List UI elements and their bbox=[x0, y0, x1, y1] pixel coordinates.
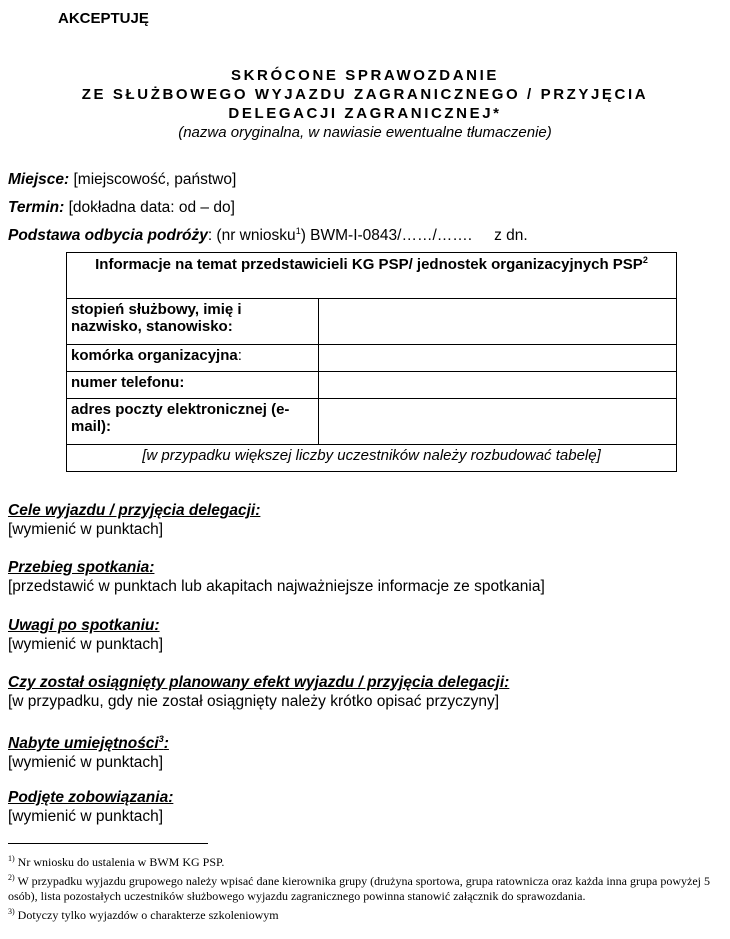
section-heading-footnote-mark: 3 bbox=[158, 734, 164, 744]
section-body: [wymienić w punktach] bbox=[8, 754, 164, 772]
section-body: [w przypadku, gdy nie został osiągnięty należy krótko opisać przyczyny] bbox=[8, 693, 500, 710]
section-effect bbox=[8, 673, 509, 711]
basis-label: Podstawa odbycia podróży bbox=[8, 227, 208, 245]
place-value: [miejscowość, państwo] bbox=[69, 171, 237, 188]
section-goals bbox=[8, 501, 260, 539]
section-remarks bbox=[8, 616, 163, 654]
basis-row bbox=[8, 226, 528, 245]
section-heading: Cele wyjazdu / przyjęcia delegacji: bbox=[8, 502, 261, 519]
section-heading: Czy został osiągnięty planowany efekt wyjazdu / przyjęcia delegacji: bbox=[8, 674, 510, 691]
footnote-mark: 1) bbox=[8, 854, 15, 863]
basis-colon: : (nr wniosku bbox=[207, 227, 296, 245]
accept-label: AKCEPTUJĘ bbox=[58, 10, 149, 27]
section-body: [wymienić w punktach] bbox=[8, 636, 164, 653]
table-cell-value[interactable] bbox=[319, 399, 677, 445]
section-heading-colon: : bbox=[163, 735, 169, 753]
section-heading bbox=[8, 730, 169, 753]
place-row bbox=[8, 171, 236, 189]
section-heading: Przebieg spotkania: bbox=[8, 559, 155, 576]
basis-footnote-mark: 1 bbox=[295, 226, 301, 236]
table-note: [w przypadku większej liczby uczestników należy rozbudować tabelę] bbox=[67, 445, 677, 472]
footnote-mark: 3) bbox=[8, 907, 15, 916]
term-row bbox=[8, 199, 235, 217]
term-label: Termin: bbox=[8, 199, 65, 216]
document-title bbox=[0, 66, 730, 123]
section-commitments bbox=[8, 788, 173, 826]
table-cell-value[interactable] bbox=[319, 299, 677, 345]
document-subtitle: (nazwa oryginalna, w nawiasie ewentualne tłumaczenie) bbox=[178, 124, 552, 141]
table-cell-value[interactable] bbox=[319, 345, 677, 372]
row-label-unit-colon: : bbox=[237, 347, 242, 364]
footnote-text: Nr wniosku do ustalenia w BWM KG PSP. bbox=[14, 855, 225, 869]
footnote-2 bbox=[8, 870, 724, 904]
row-label-rank-name: stopień służbowy, imię i nazwisko, stanowisko: bbox=[71, 301, 242, 335]
table-row bbox=[67, 399, 677, 445]
section-heading: Uwagi po spotkaniu: bbox=[8, 617, 160, 634]
section-heading: Podjęte zobowiązania: bbox=[8, 789, 174, 806]
table-cell-value[interactable] bbox=[319, 372, 677, 399]
section-heading-text: Nabyte umiejętności bbox=[8, 735, 159, 753]
title-line-3: DELEGACJI ZAGRANICZNEJ* bbox=[228, 105, 502, 122]
footnote-3 bbox=[8, 904, 724, 923]
term-value: [dokładna data: od – do] bbox=[64, 199, 235, 216]
footnote-1 bbox=[8, 851, 724, 870]
footnote-mark: 2) bbox=[8, 873, 15, 882]
section-body: [wymienić w punktach] bbox=[8, 808, 164, 825]
section-skills bbox=[8, 730, 169, 772]
table-cell-label bbox=[67, 345, 319, 372]
place-label: Miejsce: bbox=[8, 171, 70, 188]
row-label-unit: komórka organizacyjna bbox=[71, 347, 238, 364]
footnote-text: W przypadku wyjazdu grupowego należy wpisać dane kierownika grupy (drużyna sportowa, grupa ratownicza oraz każda inna grupa powyżej 5 osób), lista pozostałych uczestników służbowego wyjazdu zagranicznego powinna stanowić załącznik do sprawozdania. bbox=[8, 874, 710, 903]
row-label-email: adres poczty elektronicznej (e-mail): bbox=[71, 401, 290, 435]
table-header-footnote-mark: 2 bbox=[642, 255, 648, 265]
basis-value: ) BWM-I-0843/……/……. bbox=[300, 227, 473, 245]
title-line-1: SKRÓCONE SPRAWOZDANIE bbox=[231, 67, 499, 84]
section-body: [wymienić w punktach] bbox=[8, 521, 164, 538]
title-line-2: ZE SŁUŻBOWEGO WYJAZDU ZAGRANICZNEGO / PRZYJĘCIA bbox=[81, 86, 649, 103]
footnotes bbox=[8, 851, 724, 923]
row-label-phone: numer telefonu: bbox=[71, 374, 185, 391]
basis-date-label: z dn. bbox=[494, 227, 528, 245]
table-row bbox=[67, 299, 677, 345]
table-row bbox=[67, 372, 677, 399]
table-row bbox=[67, 345, 677, 372]
table-header-text: Informacje na temat przedstawicieli KG PSP/ jednostek organizacyjnych PSP bbox=[95, 256, 643, 273]
footnote-divider bbox=[8, 843, 208, 844]
participants-table bbox=[66, 252, 677, 472]
footnote-text: Dotyczy tylko wyjazdów o charakterze szkoleniowym bbox=[14, 908, 279, 922]
section-course bbox=[8, 558, 545, 596]
table-cell-label bbox=[67, 399, 319, 445]
table-header bbox=[67, 253, 677, 299]
table-cell-label bbox=[67, 299, 319, 345]
section-body: [przedstawić w punktach lub akapitach najważniejsze informacje ze spotkania] bbox=[8, 578, 545, 595]
table-cell-label bbox=[67, 372, 319, 399]
